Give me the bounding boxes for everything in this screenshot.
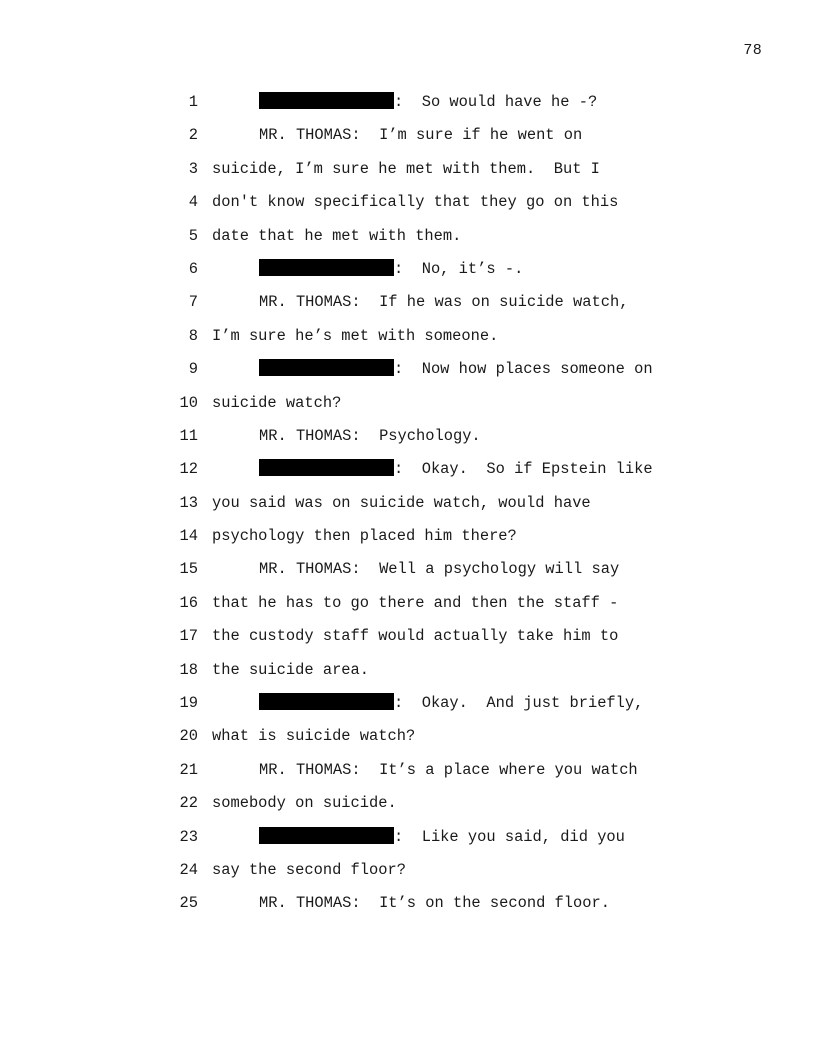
line-content: date that he met with them. [212, 226, 462, 245]
transcript-line [0, 787, 816, 820]
line-content: : Now how places someone on [394, 360, 653, 379]
line-content: : Like you said, did you [394, 827, 625, 846]
page-number: 78 [743, 42, 762, 59]
line-text [212, 153, 600, 186]
transcript-line [0, 353, 816, 386]
transcript-line [0, 320, 816, 353]
transcript-line [0, 253, 816, 286]
line-number: 16 [179, 593, 198, 612]
line-number: 13 [179, 493, 198, 512]
line-number: 12 [179, 460, 198, 479]
line-content: : Okay. So if Epstein like [394, 460, 653, 479]
transcript-line [0, 720, 816, 753]
line-content: MR. THOMAS: Psychology. [259, 426, 481, 445]
line-text [259, 754, 638, 787]
line-number: 23 [179, 827, 198, 846]
line-content: psychology then placed him there? [212, 527, 517, 546]
transcript-line [0, 86, 816, 119]
line-text [259, 887, 610, 920]
line-number: 14 [179, 527, 198, 546]
line-content: : So would have he -? [394, 93, 598, 111]
transcript-line [0, 754, 816, 787]
line-content: say the second floor? [212, 860, 406, 879]
line-text [259, 253, 523, 286]
line-number: 21 [179, 760, 198, 779]
transcript-line [0, 520, 816, 553]
line-number: 9 [188, 360, 198, 379]
transcript-line [0, 420, 816, 453]
line-text [212, 320, 498, 353]
transcript-line [0, 887, 816, 920]
line-text [212, 487, 591, 520]
line-number: 10 [179, 393, 198, 412]
transcript-line [0, 153, 816, 186]
line-text [212, 186, 618, 219]
line-number: 1 [188, 93, 198, 111]
line-content: suicide, I’m sure he met with them. But I [212, 159, 600, 178]
line-number: 20 [179, 727, 198, 746]
line-content: : No, it’s -. [394, 259, 524, 278]
line-content: the suicide area. [212, 660, 370, 679]
line-number: 22 [179, 794, 198, 813]
transcript-line [0, 119, 816, 152]
line-number: 11 [179, 426, 198, 445]
line-text [212, 620, 618, 653]
transcript-line [0, 854, 816, 887]
transcript-line [0, 620, 816, 653]
line-number: 8 [188, 326, 198, 345]
line-text [212, 220, 461, 253]
line-number: 4 [188, 193, 198, 212]
line-content: : Okay. And just briefly, [394, 694, 644, 713]
line-text [259, 286, 628, 319]
line-text [212, 387, 341, 420]
line-text [259, 453, 653, 486]
line-content: suicide watch? [212, 393, 342, 412]
line-content: I’m sure he’s met with someone. [212, 326, 499, 345]
line-text [212, 854, 406, 887]
line-text [212, 720, 415, 753]
line-content: somebody on suicide. [212, 794, 397, 813]
transcript-line [0, 186, 816, 219]
redaction-bar [259, 827, 394, 844]
line-text [259, 119, 582, 152]
line-content: MR. THOMAS: Well a psychology will say [259, 560, 620, 579]
line-number: 17 [179, 627, 198, 646]
line-content: MR. THOMAS: It’s a place where you watch [259, 760, 638, 779]
line-number: 24 [179, 860, 198, 879]
transcript-line [0, 453, 816, 486]
transcript-line [0, 387, 816, 420]
line-text [259, 420, 481, 453]
redaction-bar [259, 92, 394, 109]
line-number: 2 [188, 126, 198, 145]
line-content: the custody staff would actually take him to [212, 627, 619, 646]
line-content: don't know specifically that they go on this [212, 193, 619, 212]
transcript-line [0, 587, 816, 620]
redaction-bar [259, 259, 394, 276]
line-text [212, 654, 369, 687]
line-number: 5 [188, 226, 198, 245]
transcript-body [0, 86, 816, 921]
line-number: 7 [188, 293, 198, 312]
line-number: 25 [179, 894, 198, 913]
line-content: you said was on suicide watch, would have [212, 493, 591, 512]
redaction-bar [259, 693, 394, 710]
line-number: 19 [179, 694, 198, 713]
transcript-line [0, 220, 816, 253]
line-text [212, 520, 517, 553]
transcript-line [0, 687, 816, 720]
line-number: 6 [188, 259, 198, 278]
transcript-line [0, 821, 816, 854]
line-content: MR. THOMAS: If he was on suicide watch, [259, 293, 629, 312]
transcript-line [0, 286, 816, 319]
transcript-line [0, 553, 816, 586]
line-content: MR. THOMAS: I’m sure if he went on [259, 126, 583, 145]
line-number: 18 [179, 660, 198, 679]
line-text [212, 587, 618, 620]
line-text [259, 553, 619, 586]
transcript-line [0, 487, 816, 520]
transcript-line [0, 654, 816, 687]
line-content: what is suicide watch? [212, 727, 416, 746]
line-content: that he has to go there and then the staff - [212, 593, 619, 612]
redaction-bar [259, 359, 394, 376]
line-number: 3 [188, 159, 198, 178]
line-number: 15 [179, 560, 198, 579]
line-content: MR. THOMAS: It’s on the second floor. [259, 894, 610, 913]
line-text [212, 787, 397, 820]
redaction-bar [259, 459, 394, 476]
line-text [259, 821, 625, 854]
line-text [259, 353, 653, 386]
line-text [259, 86, 597, 119]
line-text [259, 687, 643, 720]
